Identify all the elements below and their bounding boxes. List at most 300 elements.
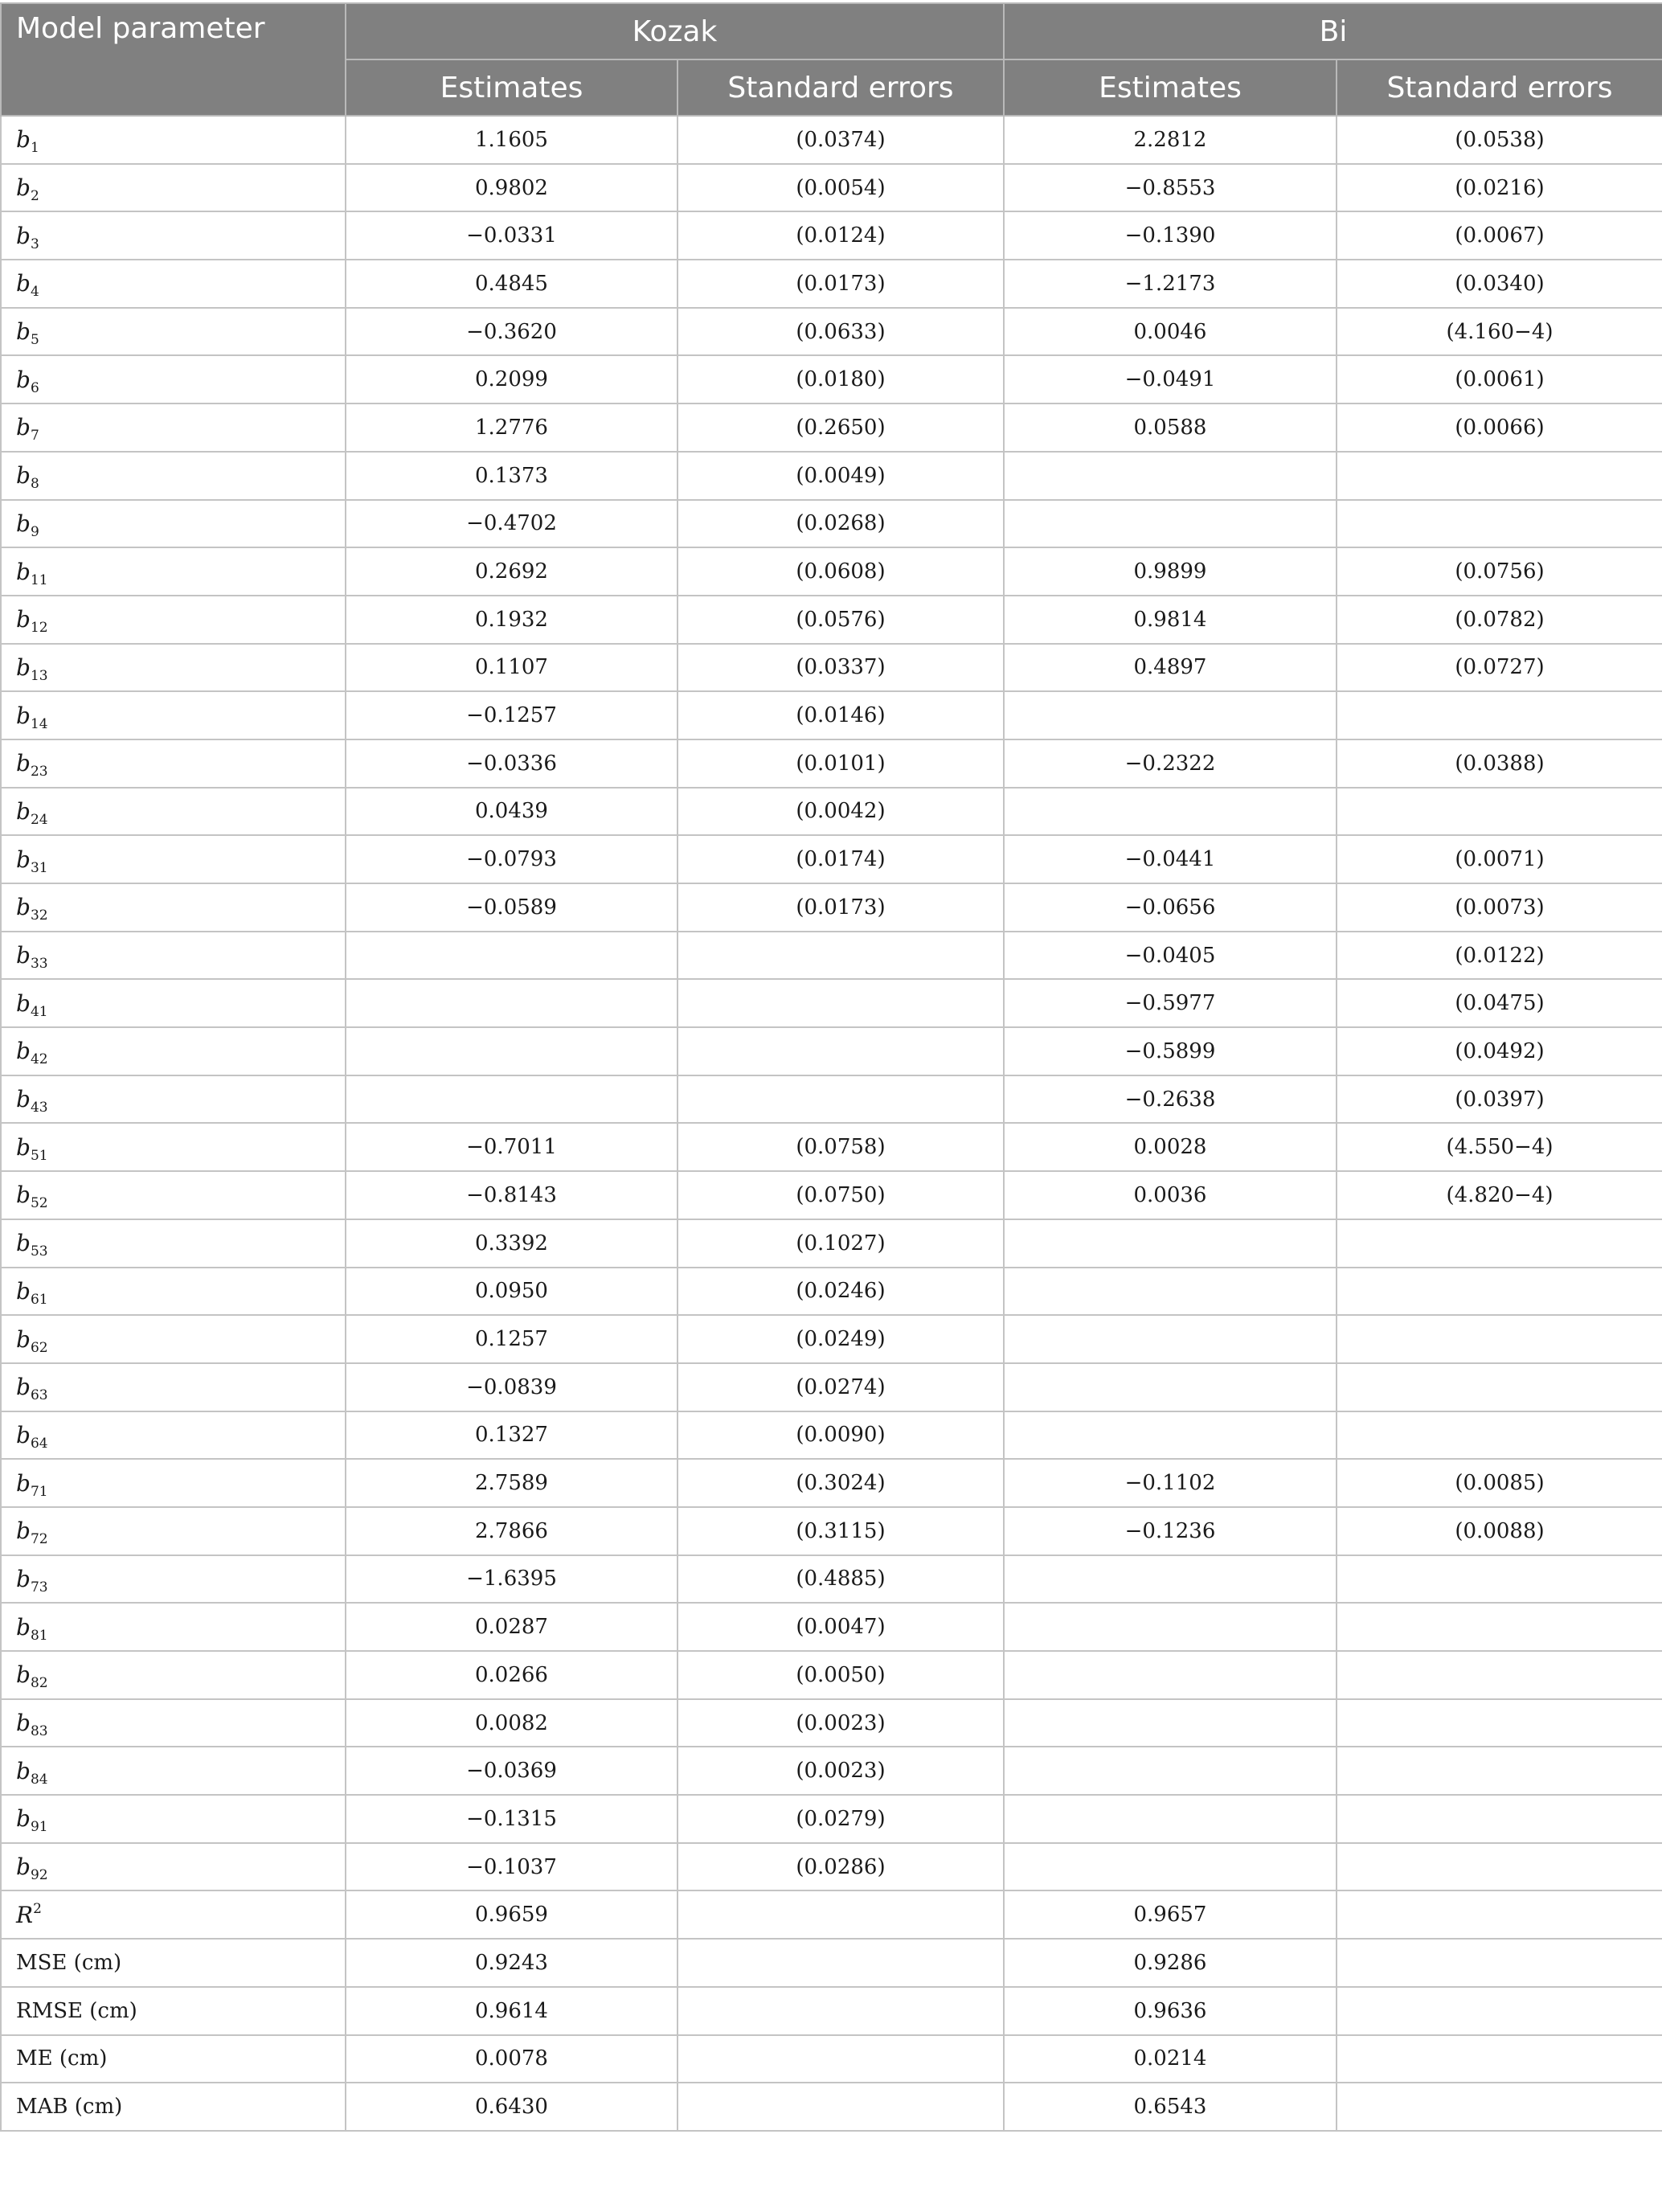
table-row <box>1 1843 1662 1891</box>
header-bi: Bi <box>1004 3 1662 59</box>
table-row <box>1 1747 1662 1795</box>
table-row <box>1 1027 1662 1075</box>
parameter-symbol: b <box>16 942 31 969</box>
kozak-standard-error-cell: (0.3024) <box>677 1459 1004 1507</box>
parameter-cell <box>1 500 346 548</box>
bi-standard-error-cell: (0.0388) <box>1337 739 1662 788</box>
bi-standard-error-cell <box>1337 1268 1662 1316</box>
table-row <box>1 1507 1662 1555</box>
bi-estimate-cell: −0.5977 <box>1004 979 1337 1027</box>
parameter-symbol: b <box>16 989 31 1017</box>
parameter-cell <box>1 883 346 932</box>
bi-estimate-cell: 0.9814 <box>1004 596 1337 644</box>
parameter-subscript: 5 <box>30 332 39 349</box>
kozak-estimate-cell: 0.0266 <box>346 1651 677 1699</box>
kozak-standard-error-cell: (0.4885) <box>677 1555 1004 1604</box>
bi-estimate-cell <box>1004 1651 1337 1699</box>
bi-standard-error-cell <box>1337 1555 1662 1604</box>
table-row <box>1 644 1662 692</box>
table-row <box>1 739 1662 788</box>
table-row <box>1 1939 1662 1987</box>
bi-standard-error-cell <box>1337 2035 1662 2083</box>
parameter-cell <box>1 116 346 164</box>
table-body <box>1 116 1662 2131</box>
parameter-cell <box>1 308 346 356</box>
kozak-estimate-cell: 0.1932 <box>346 596 677 644</box>
kozak-estimate-cell: −0.1315 <box>346 1795 677 1843</box>
parameter-cell <box>1 2035 346 2083</box>
kozak-standard-error-cell: (0.0249) <box>677 1315 1004 1363</box>
bi-standard-error-cell: (0.0067) <box>1337 211 1662 260</box>
kozak-standard-error-cell <box>677 1987 1004 2035</box>
parameter-subscript: 7 <box>30 428 39 444</box>
parameter-cell <box>1 1987 346 2035</box>
table-row <box>1 1987 1662 2035</box>
parameter-symbol: b <box>16 702 31 729</box>
table-row <box>1 1795 1662 1843</box>
bi-standard-error-cell <box>1337 1795 1662 1843</box>
bi-estimate-cell: −0.8553 <box>1004 164 1337 212</box>
parameter-subscript: 73 <box>30 1579 48 1596</box>
parameter-label: MAB (cm) <box>16 2095 123 2120</box>
table-row <box>1 403 1662 452</box>
bi-estimate-cell: 0.9286 <box>1004 1939 1337 1987</box>
kozak-estimate-cell: 0.1107 <box>346 644 677 692</box>
kozak-standard-error-cell <box>677 2035 1004 2083</box>
kozak-standard-error-cell: (0.0337) <box>677 644 1004 692</box>
table-row <box>1 1411 1662 1460</box>
parameter-cell <box>1 1795 346 1843</box>
bi-standard-error-cell <box>1337 2083 1662 2131</box>
kozak-estimate-cell: −0.7011 <box>346 1123 677 1171</box>
parameter-cell <box>1 1123 346 1171</box>
parameter-subscript: 53 <box>30 1243 48 1260</box>
parameter-symbol: b <box>16 846 31 873</box>
kozak-standard-error-cell <box>677 1027 1004 1075</box>
kozak-standard-error-cell <box>677 1939 1004 1987</box>
parameter-symbol: b <box>16 1038 31 1065</box>
parameter-subscript: 8 <box>30 476 39 493</box>
parameter-subscript: 63 <box>30 1387 48 1404</box>
kozak-standard-error-cell: (0.0268) <box>677 500 1004 548</box>
kozak-estimate-cell: 0.0287 <box>346 1603 677 1651</box>
parameter-subscript: 33 <box>30 956 48 973</box>
kozak-estimate-cell: −0.4702 <box>346 500 677 548</box>
kozak-standard-error-cell: (0.0758) <box>677 1123 1004 1171</box>
parameter-subscript: 23 <box>30 764 48 780</box>
parameter-subscript: 43 <box>30 1100 48 1116</box>
bi-standard-error-cell: (0.0066) <box>1337 403 1662 452</box>
kozak-estimate-cell: 0.9659 <box>346 1890 677 1939</box>
kozak-standard-error-cell: (0.0047) <box>677 1603 1004 1651</box>
bi-estimate-cell <box>1004 1603 1337 1651</box>
parameter-subscript: 11 <box>30 571 48 588</box>
parameter-cell <box>1 1507 346 1555</box>
table-row <box>1 164 1662 212</box>
table-row <box>1 1699 1662 1747</box>
kozak-estimate-cell: 0.3392 <box>346 1219 677 1268</box>
table-row <box>1 1603 1662 1651</box>
bi-estimate-cell: −0.0441 <box>1004 835 1337 883</box>
parameter-cell <box>1 211 346 260</box>
parameter-symbol: b <box>16 222 31 249</box>
parameter-symbol: b <box>16 606 31 633</box>
parameter-cell <box>1 644 346 692</box>
parameter-subscript: 13 <box>30 667 48 684</box>
bi-standard-error-cell: (0.0492) <box>1337 1027 1662 1075</box>
parameter-symbol: R <box>16 1901 34 1928</box>
parameter-cell <box>1 1315 346 1363</box>
parameter-symbol: b <box>16 462 31 490</box>
bi-standard-error-cell: (0.0122) <box>1337 932 1662 980</box>
bi-estimate-cell: −0.2638 <box>1004 1075 1337 1124</box>
parameter-cell <box>1 1939 346 1987</box>
parameter-symbol: b <box>16 126 31 154</box>
bi-standard-error-cell <box>1337 1315 1662 1363</box>
parameter-subscript: 31 <box>30 859 48 876</box>
table-row <box>1 1651 1662 1699</box>
kozak-standard-error-cell: (0.0101) <box>677 739 1004 788</box>
bi-estimate-cell: −0.2322 <box>1004 739 1337 788</box>
parameter-symbol: b <box>16 1277 31 1305</box>
bi-standard-error-cell <box>1337 1603 1662 1651</box>
bi-standard-error-cell <box>1337 1939 1662 1987</box>
kozak-standard-error-cell <box>677 932 1004 980</box>
parameter-cell <box>1 1843 346 1891</box>
bi-estimate-cell <box>1004 1411 1337 1460</box>
bi-estimate-cell: −0.1390 <box>1004 211 1337 260</box>
table-row <box>1 932 1662 980</box>
bi-estimate-cell: 0.9899 <box>1004 547 1337 596</box>
parameter-symbol: b <box>16 174 31 202</box>
parameter-symbol: b <box>16 1230 31 1257</box>
bi-estimate-cell: −0.0405 <box>1004 932 1337 980</box>
parameter-symbol: b <box>16 270 31 297</box>
bi-estimate-cell: 0.9636 <box>1004 1987 1337 2035</box>
kozak-standard-error-cell: (0.3115) <box>677 1507 1004 1555</box>
bi-standard-error-cell <box>1337 500 1662 548</box>
parameter-cell <box>1 164 346 212</box>
kozak-standard-error-cell: (0.0374) <box>677 116 1004 164</box>
parameter-subscript: 51 <box>30 1147 48 1164</box>
bi-standard-error-cell: (0.0071) <box>1337 835 1662 883</box>
bi-standard-error-cell <box>1337 1890 1662 1939</box>
parameter-subscript: 92 <box>30 1867 48 1884</box>
parameter-subscript: 3 <box>30 236 39 252</box>
parameter-subscript: 81 <box>30 1627 48 1644</box>
parameter-symbol: b <box>16 1421 31 1448</box>
parameter-cell <box>1 1555 346 1604</box>
bi-estimate-cell: −0.0491 <box>1004 355 1337 403</box>
kozak-estimate-cell: −0.8143 <box>346 1171 677 1219</box>
bi-standard-error-cell: (0.0088) <box>1337 1507 1662 1555</box>
kozak-estimate-cell: 0.6430 <box>346 2083 677 2131</box>
parameter-symbol: b <box>16 750 31 777</box>
table-row <box>1 260 1662 308</box>
kozak-estimate-cell: −0.0793 <box>346 835 677 883</box>
parameter-subscript: 4 <box>30 284 39 301</box>
bi-standard-error-cell: (4.160−4) <box>1337 308 1662 356</box>
table-row <box>1 1315 1662 1363</box>
parameter-table <box>0 2 1662 2132</box>
kozak-standard-error-cell: (0.0090) <box>677 1411 1004 1460</box>
parameter-symbol: b <box>16 1518 31 1545</box>
table-row <box>1 1890 1662 1939</box>
parameter-cell <box>1 355 346 403</box>
kozak-standard-error-cell: (0.0173) <box>677 883 1004 932</box>
parameter-symbol: b <box>16 510 31 537</box>
bi-estimate-cell <box>1004 1747 1337 1795</box>
table-row <box>1 596 1662 644</box>
kozak-standard-error-cell: (0.0124) <box>677 211 1004 260</box>
parameter-cell <box>1 547 346 596</box>
parameter-subscript: 6 <box>30 379 39 396</box>
table-row <box>1 1268 1662 1316</box>
kozak-standard-error-cell <box>677 2083 1004 2131</box>
kozak-estimate-cell: 0.9614 <box>346 1987 677 2035</box>
parameter-cell <box>1 1459 346 1507</box>
bi-estimate-cell: −1.2173 <box>1004 260 1337 308</box>
kozak-estimate-cell <box>346 932 677 980</box>
kozak-standard-error-cell: (0.0049) <box>677 452 1004 500</box>
kozak-estimate-cell: −0.0839 <box>346 1363 677 1411</box>
kozak-estimate-cell: −0.0331 <box>346 211 677 260</box>
parameter-cell <box>1 1075 346 1124</box>
kozak-estimate-cell: 0.1373 <box>346 452 677 500</box>
kozak-estimate-cell: −0.1037 <box>346 1843 677 1891</box>
parameter-cell <box>1 260 346 308</box>
table-row <box>1 2035 1662 2083</box>
table-header <box>1 3 1662 116</box>
kozak-estimate-cell: −0.0369 <box>346 1747 677 1795</box>
subheader-bi-standard-errors: Standard errors <box>1337 59 1662 116</box>
subheader-kozak-standard-errors: Standard errors <box>677 59 1004 116</box>
kozak-standard-error-cell: (0.2650) <box>677 403 1004 452</box>
parameter-symbol: b <box>16 1661 31 1689</box>
kozak-estimate-cell <box>346 979 677 1027</box>
parameter-subscript: 84 <box>30 1771 48 1788</box>
kozak-standard-error-cell: (0.0050) <box>677 1651 1004 1699</box>
parameter-subscript: 52 <box>30 1195 48 1212</box>
bi-standard-error-cell: (0.0397) <box>1337 1075 1662 1124</box>
bi-estimate-cell: 0.0046 <box>1004 308 1337 356</box>
table-row <box>1 547 1662 596</box>
kozak-standard-error-cell: (0.0286) <box>677 1843 1004 1891</box>
table-row <box>1 1459 1662 1507</box>
parameter-subscript: 2 <box>30 188 39 205</box>
bi-estimate-cell: 0.9657 <box>1004 1890 1337 1939</box>
parameter-cell <box>1 739 346 788</box>
parameter-subscript: 82 <box>30 1675 48 1692</box>
table-row <box>1 1171 1662 1219</box>
bi-estimate-cell: −0.0656 <box>1004 883 1337 932</box>
table-row <box>1 1075 1662 1124</box>
parameter-subscript: 83 <box>30 1723 48 1740</box>
kozak-standard-error-cell: (0.0608) <box>677 547 1004 596</box>
parameter-cell <box>1 932 346 980</box>
bi-estimate-cell: −0.1236 <box>1004 1507 1337 1555</box>
kozak-standard-error-cell: (0.0633) <box>677 308 1004 356</box>
parameter-symbol: b <box>16 366 31 393</box>
kozak-estimate-cell: 0.1257 <box>346 1315 677 1363</box>
bi-standard-error-cell: (4.550−4) <box>1337 1123 1662 1171</box>
parameter-symbol: b <box>16 653 31 681</box>
parameter-cell <box>1 1651 346 1699</box>
kozak-standard-error-cell: (0.0174) <box>677 835 1004 883</box>
kozak-estimate-cell: 0.9802 <box>346 164 677 212</box>
table-row <box>1 788 1662 836</box>
table-row <box>1 500 1662 548</box>
bi-standard-error-cell: (0.0073) <box>1337 883 1662 932</box>
kozak-standard-error-cell: (0.0576) <box>677 596 1004 644</box>
parameter-symbol: b <box>16 1613 31 1641</box>
kozak-estimate-cell: −0.0589 <box>346 883 677 932</box>
parameter-superscript: 2 <box>33 1900 42 1917</box>
kozak-standard-error-cell: (0.0042) <box>677 788 1004 836</box>
kozak-estimate-cell: 2.7866 <box>346 1507 677 1555</box>
bi-estimate-cell <box>1004 1219 1337 1268</box>
table-row <box>1 1555 1662 1604</box>
parameter-cell <box>1 2083 346 2131</box>
subheader-kozak-estimates: Estimates <box>346 59 677 116</box>
bi-standard-error-cell: (0.0756) <box>1337 547 1662 596</box>
bi-standard-error-cell <box>1337 1747 1662 1795</box>
parameter-subscript: 9 <box>30 523 39 540</box>
bi-estimate-cell: 0.0214 <box>1004 2035 1337 2083</box>
bi-standard-error-cell: (0.0061) <box>1337 355 1662 403</box>
bi-estimate-cell <box>1004 1795 1337 1843</box>
parameter-symbol: b <box>16 1374 31 1401</box>
parameter-cell <box>1 1699 346 1747</box>
bi-standard-error-cell <box>1337 1411 1662 1460</box>
kozak-standard-error-cell <box>677 979 1004 1027</box>
kozak-standard-error-cell: (0.0146) <box>677 691 1004 739</box>
parameter-symbol: b <box>16 1805 31 1833</box>
kozak-estimate-cell: 1.1605 <box>346 116 677 164</box>
parameter-cell <box>1 979 346 1027</box>
table-row <box>1 355 1662 403</box>
bi-estimate-cell: 2.2812 <box>1004 116 1337 164</box>
kozak-estimate-cell: 0.9243 <box>346 1939 677 1987</box>
table-row <box>1 691 1662 739</box>
bi-standard-error-cell: (0.0216) <box>1337 164 1662 212</box>
subheader-bi-estimates: Estimates <box>1004 59 1337 116</box>
kozak-estimate-cell: 0.4845 <box>346 260 677 308</box>
kozak-standard-error-cell: (0.0023) <box>677 1699 1004 1747</box>
parameter-subscript: 64 <box>30 1435 48 1452</box>
bi-standard-error-cell <box>1337 1987 1662 2035</box>
kozak-estimate-cell: 0.0439 <box>346 788 677 836</box>
bi-standard-error-cell: (0.0782) <box>1337 596 1662 644</box>
parameter-subscript: 62 <box>30 1339 48 1356</box>
kozak-standard-error-cell: (0.0023) <box>677 1747 1004 1795</box>
bi-estimate-cell: 0.6543 <box>1004 2083 1337 2131</box>
parameter-cell <box>1 1171 346 1219</box>
kozak-estimate-cell: −0.3620 <box>346 308 677 356</box>
bi-estimate-cell: 0.0028 <box>1004 1123 1337 1171</box>
kozak-estimate-cell: 0.2692 <box>346 547 677 596</box>
parameter-symbol: b <box>16 1757 31 1784</box>
bi-estimate-cell <box>1004 500 1337 548</box>
parameter-subscript: 1 <box>30 140 39 157</box>
kozak-standard-error-cell <box>677 1075 1004 1124</box>
parameter-subscript: 24 <box>30 811 48 828</box>
kozak-estimate-cell: −0.0336 <box>346 739 677 788</box>
kozak-estimate-cell: 0.0082 <box>346 1699 677 1747</box>
table-row <box>1 979 1662 1027</box>
parameter-symbol: b <box>16 894 31 921</box>
parameter-subscript: 41 <box>30 1003 48 1020</box>
parameter-subscript: 12 <box>30 620 48 637</box>
bi-estimate-cell <box>1004 691 1337 739</box>
kozak-estimate-cell: 1.2776 <box>346 403 677 452</box>
table-row <box>1 211 1662 260</box>
parameter-cell <box>1 1363 346 1411</box>
parameter-symbol: b <box>16 1325 31 1353</box>
bi-estimate-cell <box>1004 1363 1337 1411</box>
kozak-standard-error-cell: (0.0173) <box>677 260 1004 308</box>
kozak-standard-error-cell: (0.0180) <box>677 355 1004 403</box>
bi-estimate-cell <box>1004 1315 1337 1363</box>
bi-standard-error-cell: (0.0340) <box>1337 260 1662 308</box>
bi-estimate-cell <box>1004 1268 1337 1316</box>
bi-estimate-cell <box>1004 1843 1337 1891</box>
kozak-estimate-cell: 2.7589 <box>346 1459 677 1507</box>
header-kozak: Kozak <box>346 3 1004 59</box>
parameter-cell <box>1 1890 346 1939</box>
bi-estimate-cell <box>1004 788 1337 836</box>
table-row <box>1 1219 1662 1268</box>
kozak-standard-error-cell: (0.0246) <box>677 1268 1004 1316</box>
bi-standard-error-cell <box>1337 691 1662 739</box>
parameter-subscript: 14 <box>30 715 48 732</box>
table-row <box>1 883 1662 932</box>
parameter-cell <box>1 1219 346 1268</box>
bi-estimate-cell <box>1004 1699 1337 1747</box>
parameter-symbol: b <box>16 1182 31 1209</box>
header-model-parameter: Model parameter <box>1 3 346 116</box>
kozak-standard-error-cell: (0.0750) <box>677 1171 1004 1219</box>
parameter-subscript: 91 <box>30 1819 48 1836</box>
parameter-cell <box>1 403 346 452</box>
kozak-estimate-cell: −0.1257 <box>346 691 677 739</box>
parameter-symbol: b <box>16 318 31 346</box>
kozak-estimate-cell <box>346 1027 677 1075</box>
parameter-symbol: b <box>16 797 31 825</box>
table-row <box>1 452 1662 500</box>
parameter-cell <box>1 596 346 644</box>
parameter-cell <box>1 691 346 739</box>
parameter-cell <box>1 835 346 883</box>
bi-standard-error-cell <box>1337 1699 1662 1747</box>
bi-estimate-cell: 0.4897 <box>1004 644 1337 692</box>
parameter-label: RMSE (cm) <box>16 1998 137 2023</box>
kozak-estimate-cell <box>346 1075 677 1124</box>
kozak-estimate-cell: 0.1327 <box>346 1411 677 1460</box>
table-row <box>1 1123 1662 1171</box>
bi-standard-error-cell <box>1337 1219 1662 1268</box>
bi-standard-error-cell <box>1337 788 1662 836</box>
parameter-symbol: b <box>16 1710 31 1737</box>
kozak-standard-error-cell: (0.0279) <box>677 1795 1004 1843</box>
parameter-subscript: 42 <box>30 1051 48 1068</box>
parameter-label: MSE (cm) <box>16 1950 122 1975</box>
parameter-subscript: 32 <box>30 907 48 924</box>
bi-standard-error-cell: (0.0538) <box>1337 116 1662 164</box>
parameter-symbol: b <box>16 1086 31 1113</box>
parameter-symbol: b <box>16 558 31 585</box>
kozak-estimate-cell: 0.2099 <box>346 355 677 403</box>
